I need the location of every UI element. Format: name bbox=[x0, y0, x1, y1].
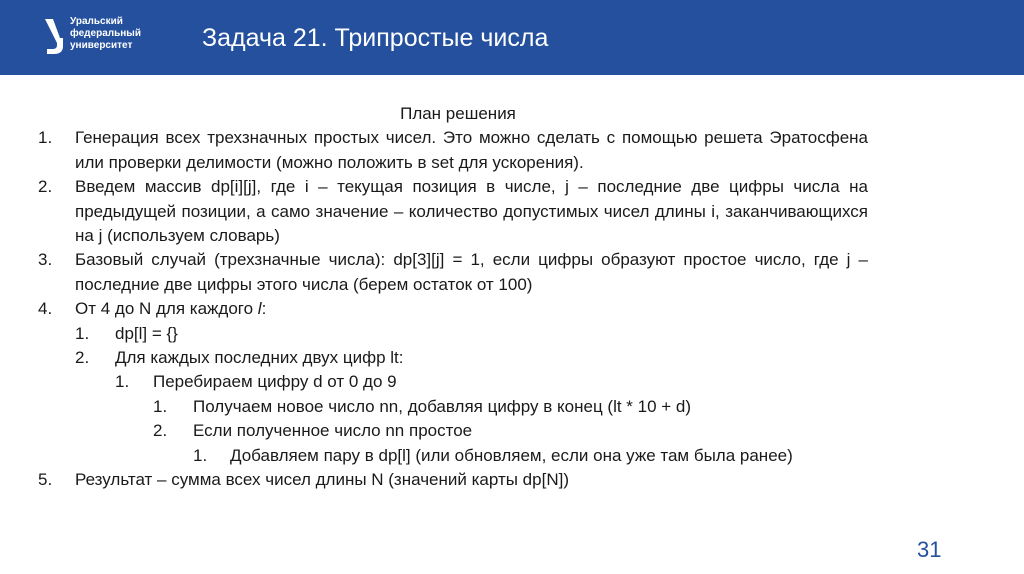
list-text: Добавляем пару в dp[l] (или обновляем, если она уже там была ранее) bbox=[230, 445, 793, 465]
list-number: 1. bbox=[38, 128, 53, 148]
slide-title: Задача 21. Трипростые числа bbox=[202, 24, 549, 52]
list-text-prefix: От 4 до N для каждого bbox=[75, 299, 258, 319]
list-text-suffix: : bbox=[261, 299, 267, 319]
logo-text bbox=[70, 16, 141, 52]
list-item bbox=[38, 322, 868, 346]
list-number: 4. bbox=[38, 299, 53, 319]
list-number: 1. bbox=[115, 372, 130, 392]
list-number: 1. bbox=[75, 323, 90, 343]
urfu-logo-icon bbox=[42, 16, 66, 56]
list-text: Если полученное число nn простое bbox=[193, 421, 473, 441]
list-text: Получаем новое число nn, добавляя цифру в конец (lt * 10 + d) bbox=[193, 396, 692, 416]
list-text: Базовый случай (трехзначные числа): dp[3][j] = 1, если цифры образуют простое число, где j – последние две цифры этого числа (берем остаток от 100) bbox=[75, 250, 868, 294]
list-number: 2. bbox=[75, 348, 90, 368]
university-logo bbox=[42, 14, 152, 62]
header-bar bbox=[0, 0, 1024, 75]
list-item bbox=[38, 370, 868, 394]
variable-name: l bbox=[257, 299, 262, 319]
logo-line: университет bbox=[70, 40, 133, 51]
logo-line: федеральный bbox=[70, 28, 141, 39]
slide-content bbox=[38, 102, 868, 493]
list-text: Результат – сумма всех чисел длины N (значений карты dp[N]) bbox=[75, 470, 569, 490]
list-item bbox=[38, 444, 868, 468]
logo-line: Уральский bbox=[70, 16, 123, 27]
list-item bbox=[38, 248, 868, 297]
list-item bbox=[38, 297, 868, 321]
page-number: 31 bbox=[917, 537, 942, 562]
list-item bbox=[38, 395, 868, 419]
list-number: 5. bbox=[38, 470, 53, 490]
list-item bbox=[38, 419, 868, 443]
list-number: 1. bbox=[193, 445, 208, 465]
list-number: 3. bbox=[38, 250, 53, 270]
list-item bbox=[38, 126, 868, 175]
list-text: Для каждых последних двух цифр lt: bbox=[115, 348, 404, 368]
list-text: Генерация всех трехзначных простых чисел. Это можно сделать с помощью решета Эратосфена или проверки делимости (можно положить в set для ускорения). bbox=[75, 128, 868, 172]
list-number: 1. bbox=[153, 396, 168, 416]
list-text: dp[l] = {} bbox=[115, 323, 178, 343]
list-item bbox=[38, 175, 868, 248]
list-item bbox=[38, 468, 868, 492]
list-text: Перебираем цифру d от 0 до 9 bbox=[153, 372, 397, 392]
plan-title: План решения bbox=[400, 104, 516, 123]
list-number: 2. bbox=[153, 421, 168, 441]
list-text bbox=[75, 297, 868, 321]
list-item bbox=[38, 346, 868, 370]
list-text: Введем массив dp[i][j], где i – текущая позиция в числе, j – последние две цифры числа на предыдущей позиции, а само значение – количество допустимых чисел длины i, заканчивающихся на j (используем словарь) bbox=[75, 177, 868, 246]
list-number: 2. bbox=[38, 177, 53, 197]
